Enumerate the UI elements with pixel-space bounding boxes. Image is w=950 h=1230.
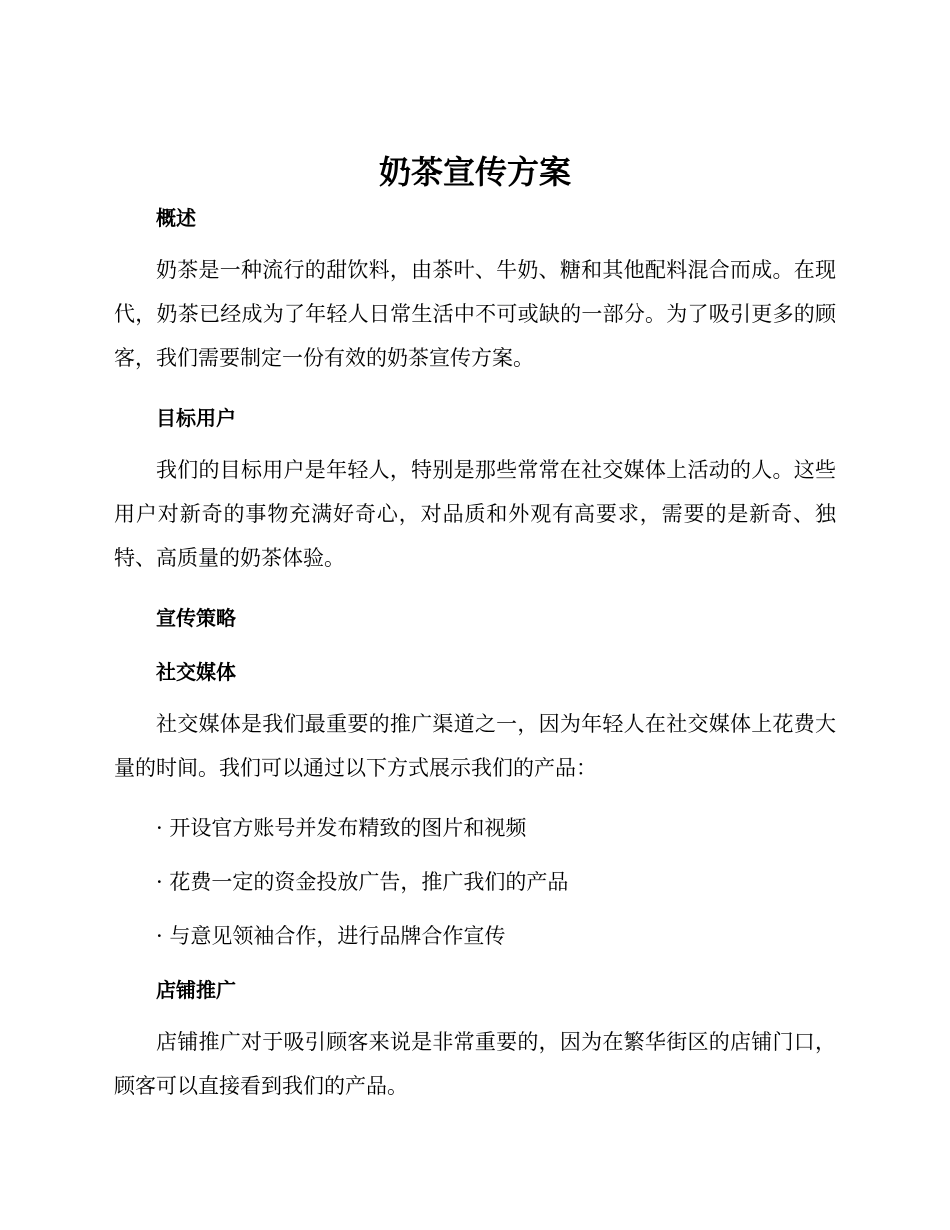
paragraph-store-promotion: 店铺推广对于吸引顾客来说是非常重要的，因为在繁华街区的店铺门口，顾客可以直接看到我们的产品。 bbox=[114, 1030, 836, 1098]
paragraph-target-users: 我们的目标用户是年轻人，特别是那些常常在社交媒体上活动的人。这些用户对新奇的事物充满好奇心，对品质和外观有高要求，需要的是新奇、独特、高质量的奶茶体验。 bbox=[114, 458, 836, 570]
spacer bbox=[114, 844, 836, 866]
spacer bbox=[114, 234, 836, 248]
spacer bbox=[114, 434, 836, 448]
spacer bbox=[114, 1006, 836, 1020]
bullet-item-kol: · 与意见领袖合作，进行品牌合作宣传 bbox=[156, 924, 506, 948]
section-heading-strategy: 宣传策略 bbox=[156, 606, 236, 630]
section-heading-social-media: 社交媒体 bbox=[156, 660, 236, 684]
spacer bbox=[114, 634, 836, 656]
paragraph-social-media: 社交媒体是我们最重要的推广渠道之一，因为年轻人在社交媒体上花费大量的时间。我们可以通过以下方式展示我们的产品： bbox=[114, 712, 836, 780]
section-heading-target-users: 目标用户 bbox=[156, 406, 236, 430]
paragraph-overview: 奶茶是一种流行的甜饮料，由茶叶、牛奶、糖和其他配料混合而成。在现代，奶茶已经成为了年轻人日常生活中不可或缺的一部分。为了吸引更多的顾客，我们需要制定一份有效的奶茶宣传方案。 bbox=[114, 258, 836, 370]
section-heading-overview: 概述 bbox=[156, 206, 196, 230]
spacer bbox=[114, 952, 836, 974]
spacer bbox=[114, 580, 836, 602]
spacer bbox=[114, 688, 836, 702]
bullet-item-ads: · 花费一定的资金投放广告，推广我们的产品 bbox=[156, 870, 569, 894]
spacer bbox=[114, 898, 836, 920]
bullet-item-official-account: · 开设官方账号并发布精致的图片和视频 bbox=[156, 816, 527, 840]
spacer bbox=[114, 790, 836, 812]
section-heading-store-promotion: 店铺推广 bbox=[156, 978, 236, 1002]
spacer bbox=[114, 380, 836, 402]
document-title: 奶茶宣传方案 bbox=[378, 153, 571, 191]
